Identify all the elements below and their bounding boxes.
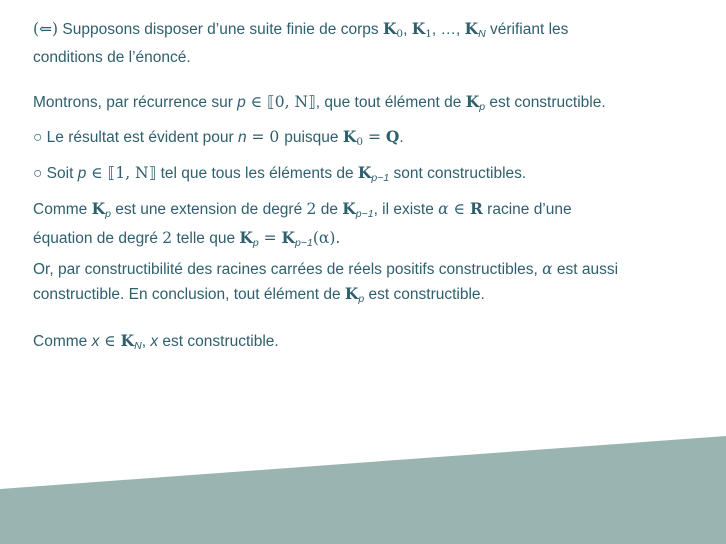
text: puisque (284, 129, 343, 146)
text: , il existe (373, 201, 439, 218)
text: Soit (42, 165, 78, 182)
subscript: 0 (396, 28, 404, 40)
text: Comme (33, 201, 92, 218)
field-K: K (120, 331, 135, 350)
var-p: p (237, 94, 246, 111)
text: . (399, 129, 404, 146)
text: , …, (431, 21, 465, 38)
var-x: x (91, 333, 100, 350)
subscript: p (105, 208, 111, 220)
field-K: K (344, 284, 359, 303)
text: Comme (33, 333, 92, 350)
alpha: α (542, 260, 553, 278)
alpha-expression: (α). (312, 229, 341, 247)
text: équation de degré (33, 230, 163, 247)
bullet: ○ (33, 165, 43, 182)
equation: = 0 (246, 128, 285, 146)
field-K: K (239, 228, 253, 247)
text: tel que tous les éléments de (156, 165, 358, 182)
number: 2 (162, 229, 173, 247)
equals: = (363, 128, 386, 146)
in-symbol: ∈ (86, 164, 108, 182)
text: conditions de l’énoncé. (33, 49, 191, 66)
var-n: n (237, 129, 247, 146)
field-K: K (342, 199, 356, 218)
field-K: K (465, 92, 480, 111)
var-x: x (150, 333, 159, 350)
field-K: K (382, 19, 397, 38)
in-symbol: ∈ (448, 200, 470, 218)
subscript: N (134, 340, 142, 352)
text: est constructible. (364, 286, 485, 303)
integer-interval: ⟦1, N⟧ (107, 164, 157, 182)
subscript: p−1 (295, 237, 313, 249)
integer-interval: ⟦0, N⟧ (267, 93, 316, 111)
alpha: α (438, 200, 449, 218)
text: Or, par constructibilité des racines carrées de réels positifs constructibles, (33, 261, 543, 278)
subscript: p (358, 293, 365, 305)
bullet: ○ (33, 129, 43, 146)
subscript: N (478, 28, 486, 40)
text: est une extension de degré (110, 201, 307, 218)
in-symbol: ∈ (99, 332, 121, 350)
text: vérifiant les (485, 21, 569, 38)
text: Le résultat est évident pour (42, 129, 238, 146)
text: , (141, 333, 151, 350)
field-R: R (469, 199, 483, 218)
field-K: K (91, 199, 106, 218)
text: telle que (172, 230, 240, 247)
subscript: p (479, 101, 486, 113)
subscript: 0 (356, 136, 364, 148)
text: de (316, 201, 343, 218)
field-K: K (464, 19, 479, 38)
text: Supposons disposer d’une suite finie de corps (58, 21, 383, 38)
field-K: K (281, 228, 296, 247)
band-shape (0, 436, 726, 544)
text: constructible. En conclusion, tout élément de (33, 286, 345, 303)
subscript: p (252, 237, 259, 249)
text: est constructible. (485, 94, 606, 111)
implies-symbol: (⇐) (33, 20, 59, 38)
subscript: p−1 (355, 208, 374, 220)
in-symbol: ∈ (245, 93, 268, 111)
field-Q: Q (385, 127, 400, 146)
subscript: p−1 (371, 172, 390, 184)
text: Montrons, par récurrence sur (33, 94, 238, 111)
number: 2 (306, 200, 317, 218)
text: , que tout élément de (315, 94, 466, 111)
field-K: K (411, 19, 426, 38)
field-K: K (342, 127, 357, 146)
subscript: 1 (425, 28, 432, 40)
text: racine d’une (482, 201, 572, 218)
text: sont constructibles. (389, 165, 527, 182)
text: est aussi (552, 261, 619, 278)
var-p: p (77, 165, 87, 182)
equals: = (258, 229, 282, 247)
text: est constructible. (158, 333, 279, 350)
field-K: K (357, 163, 372, 182)
text: , (403, 21, 412, 38)
